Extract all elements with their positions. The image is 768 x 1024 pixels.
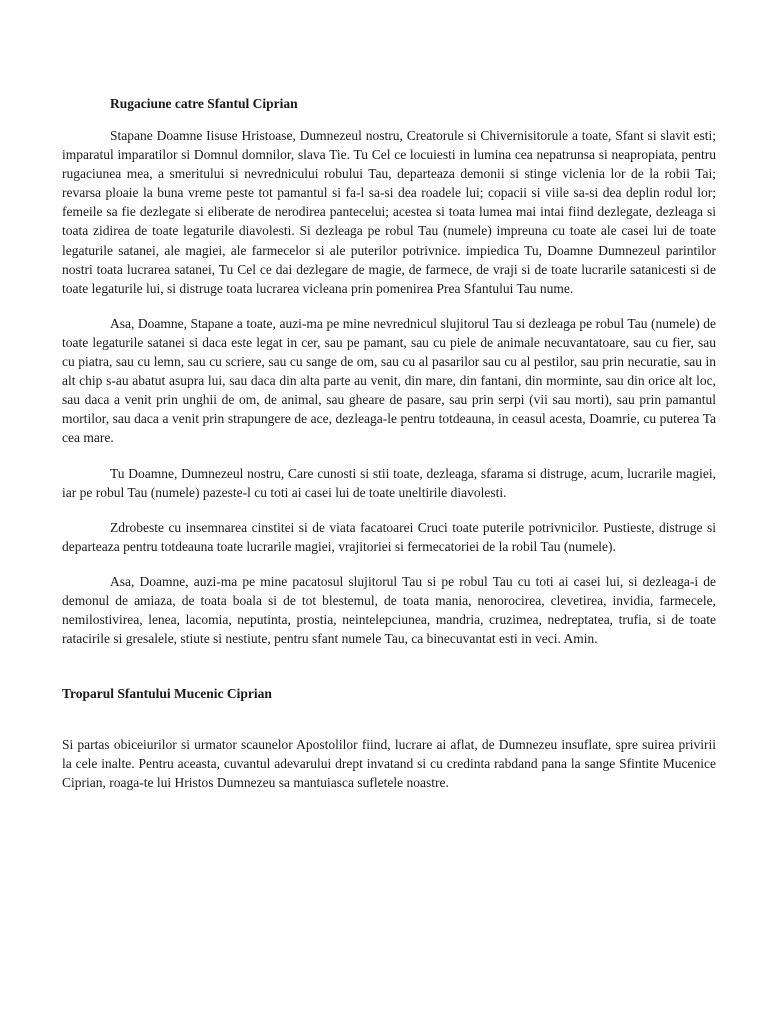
document-page — [62, 94, 716, 793]
prayer-paragraph: Tu Doamne, Dumnezeul nostru, Care cunosti si stii toate, dezleaga, sfarama si distruge, acum, lucrarile magiei, iar pe robul Tau (numele) pazeste-l cu toti ai casei lui de toate uneltirile diavolesti. — [62, 465, 716, 500]
prayer-paragraph: Stapane Doamne Iisuse Hristoase, Dumnezeul nostru, Creatorule si Chivernisitorule a toate, Sfant si slavit esti; imparatul imparatilor si Domnul domnilor, slava Tie. Tu Cel ce locuiesti in lumina cea nepatrunsa si neapropiata, pentru rugaciunea mea, a smeritului si nevrednicului robului Tau, departeaza demonii si stinge viclenia lor de la robii Tai; revarsa ploaie la buna vreme peste tot pamantul si fa-l sa-si dea roadele lui; copacii si viile sa-si dea deplin rodul lor; femeile sa fie dezlegate si eliberate de nerodirea pantecelui; acestea si toata lumea mai intai fiind dezlegate, dezleaga si toata zidirea de toate legaturile diavolesti. Si dezleaga pe robul Tau (numele) impreuna cu toate ale casei lui de toate legaturile satanei, ale magiei, ale farmecelor si ale puterilor potrivnice. impiedica Tu, Doamne Dumnezeul parintilor nostri toata lucrarea satanei, Tu Cel ce dai dezlegare de magie, de farmece, de vraji si de toate lucrarile satanicesti si de toate legaturile lui, si distruge toata lucrarea vicleana prin pomenirea Prea Sfantului Tau nume. — [62, 128, 716, 296]
prayer-title: Rugaciune catre Sfantul Ciprian — [110, 96, 298, 111]
troparion-paragraph: Si partas obiceiurilor si urmator scaunelor Apostolilor fiind, lucrare ai aflat, de Dumnezeu insuflate, spre suirea privirii la cele inalte. Pentru aceasta, cuvantul adevarului drept invatand si cu credinta rabdand pana la sange Sfintite Mucenice Ciprian, roaga-te lui Hristos Dumnezeu sa mantuiasca sufletele noastre. — [62, 737, 716, 791]
prayer-paragraph: Zdrobeste cu insemnarea cinstitei si de viata facatoarei Cruci toate puterile potrivnicilor. Pustieste, distruge si departeaza pentru totdeauna toate lucrarile magiei, vrajitoriei si fermecatoriei de la robil Tau (numele). — [62, 519, 716, 554]
prayer-paragraph: Asa, Doamne, auzi-ma pe mine pacatosul slujitorul Tau si pe robul Tau cu toti ai casei lui, si dezleaga-i de demonul de amiaza, de toata boala si de tot blestemul, de toata mania, nenorocirea, clevetirea, invidia, farmecele, nemilostivirea, lenea, lacomia, neputinta, prostia, neintelepciunea, mandria, cruzimea, nedreptatea, trufia, si de toate ratacirile si gresalele, stiute si nestiute, pentru sfant numele Tau, ca binecuvantat esti in veci. Amin. — [62, 573, 716, 647]
prayer-paragraph: Asa, Doamne, Stapane a toate, auzi-ma pe mine nevrednicul slujitorul Tau si dezleaga pe robul Tau (numele) de toate legaturile satanei si daca este legat in cer, sau pe pamant, sau cu piele de animale necuvantatoare, sau cu fier, sau cu piatra, sau cu lemn, sau cu scriere, sau cu sange de om, sau cu al pasarilor sau cu al pestilor, sau prin necuratie, sau in alt chip s-au abatut asupra lui, sau daca din alta parte au venit, din mare, din fantani, din morminte, sau din orice alt loc, sau daca a venit prin unghii de om, de animal, sau gheare de pasare, sau prin serpi (vii sau morti), sau prin pamantul mortilor, sau daca a venit prin strapungere de ace, dezleaga-le pentru totdeauna, in ceasul acesta, Doamrie, cu puterea Ta cea mare. — [62, 315, 716, 446]
troparion-title: Troparul Sfantului Mucenic Ciprian — [62, 686, 272, 702]
